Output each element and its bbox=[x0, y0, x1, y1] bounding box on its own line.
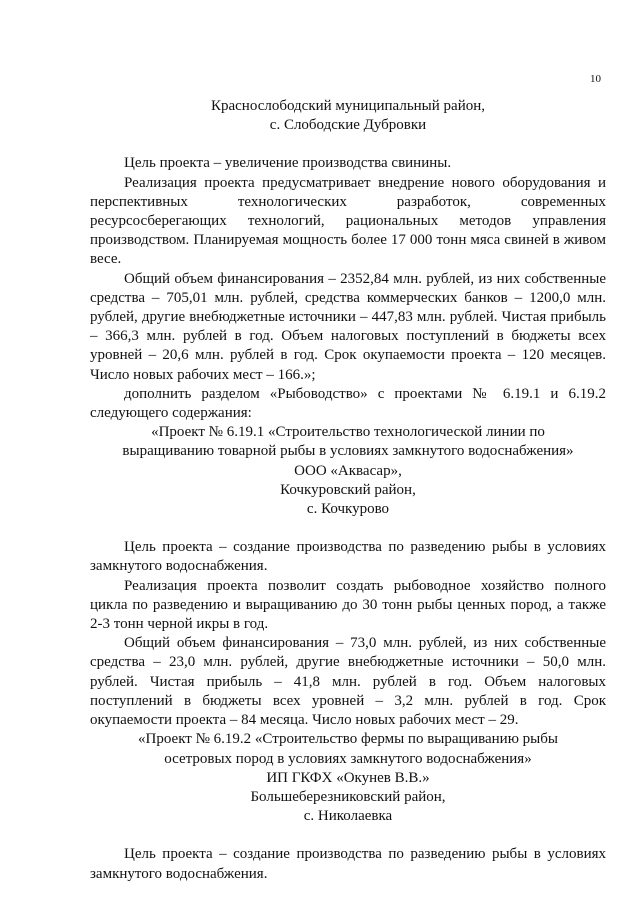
block1-implementation: Реализация проекта предусматривает внедрение нового оборудования и перспективных технологических разработок, современных ресурсосберегающих технологий, рациональных методов управления производством. Планируемая мощность более 17 000 тонн мяса свиней в живом весе. bbox=[90, 174, 606, 268]
project2-district: Большеберезниковский район, bbox=[250, 788, 446, 805]
block1-goal: Цель проекта – увеличение производства свинины. bbox=[124, 155, 452, 172]
project1-company: ООО «Аквасар», bbox=[294, 462, 402, 479]
project1-title-line-1: «Проект № 6.19.1 «Строительство технологической линии по bbox=[151, 424, 545, 441]
project2-goal: Цель проекта – создание производства по разведению рыбы в условиях замкнутого водоснабжения. bbox=[90, 846, 606, 882]
project2-village: с. Николаевка bbox=[303, 808, 393, 825]
page-number: 10 bbox=[590, 73, 601, 85]
block1-financing: Общий объем финансирования – 2352,84 млн. рублей, из них собственные средства – 705,01 млн. рублей, средства коммерческих банков – 1200,0 млн. рублей, другие внебюджетные источники – 447,83 млн. рублей. Чистая прибыль – 366,3 млн. рублей в год. Объем налоговых поступлений в бюджеты всех уровней – 20,6 млн. рублей в год. Срок окупаемости проекта – 120 месяцев. Число новых рабочих мест – 166.»; bbox=[90, 270, 606, 383]
project1-goal: Цель проекта – создание производства по разведению рыбы в условиях замкнутого водоснабжения. bbox=[90, 539, 606, 575]
project1-implementation: Реализация проекта позволит создать рыбоводное хозяйство полного цикла по разведению и выращиванию до 30 тонн рыбы ценных пород, а также 2-3 тонн черной икры в год. bbox=[90, 577, 606, 633]
project1-title-line-2: выращиванию товарной рыбы в условиях замкнутого водоснабжения» bbox=[122, 443, 574, 460]
project2-title-line-1: «Проект № 6.19.2 «Строительство фермы по выращиванию рыбы bbox=[138, 731, 558, 748]
project1-district: Кочкуровский район, bbox=[280, 481, 416, 498]
document-body bbox=[90, 97, 606, 884]
header-line-1: Краснослободский муниципальный район, bbox=[210, 98, 486, 114]
project1-financing: Общий объем финансирования – 73,0 млн. рублей, из них собственные средства – 23,0 млн. рублей, другие внебюджетные источники – 50,0 млн. рублей. Чистая прибыль – 41,8 млн. рублей в год. Объем налоговых поступлений в бюджеты всех уровней – 3,2 млн. рублей в год. Срок окупаемости проекта – 84 месяца. Число новых рабочих мест – 29. bbox=[90, 635, 606, 729]
project2-title-line-2: осетровых пород в условиях замкнутого водоснабжения» bbox=[164, 750, 532, 767]
project2-company: ИП ГКФХ «Окунев В.В.» bbox=[266, 769, 430, 786]
header-line-2: с. Слободские Дубровки bbox=[269, 117, 427, 134]
block1-supplement: дополнить разделом «Рыбоводство» с проектами № 6.19.1 и 6.19.2 следующего содержания: bbox=[90, 385, 606, 422]
project1-village: с. Кочкурово bbox=[306, 501, 390, 518]
